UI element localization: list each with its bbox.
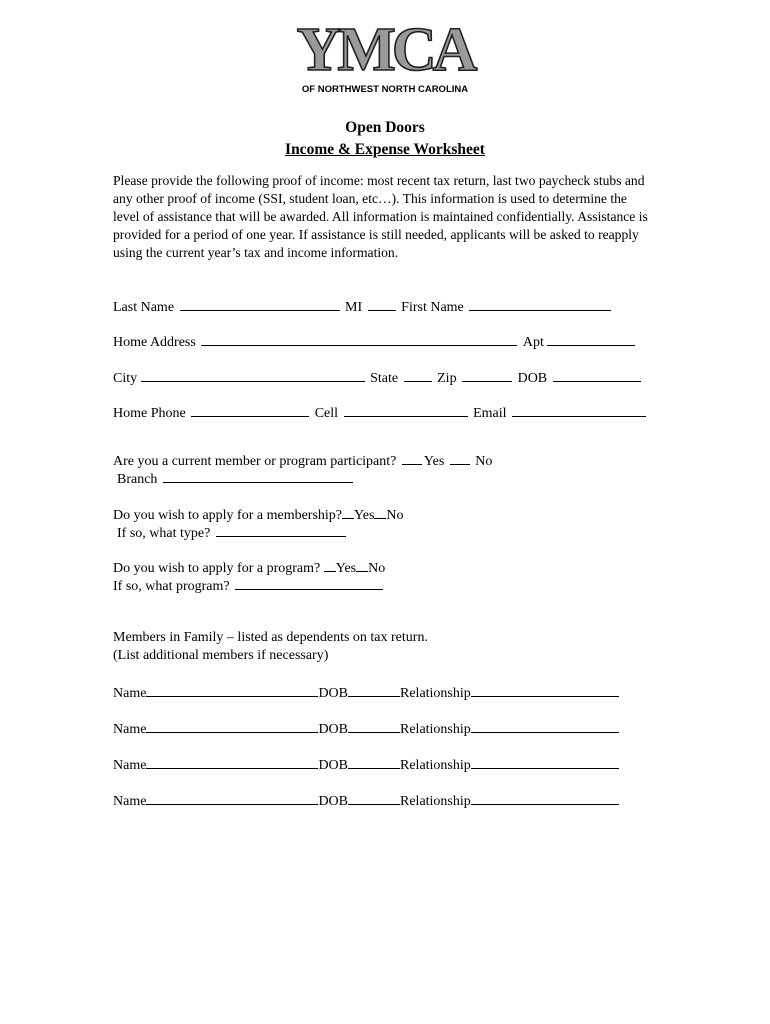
program-yes-label: Yes	[335, 561, 357, 576]
state-field[interactable]	[404, 368, 432, 382]
last-name-field[interactable]	[180, 297, 340, 311]
program-which-label: If so, what program?	[113, 579, 230, 594]
mi-label: MI	[345, 300, 363, 315]
form-subtitle	[0, 141, 770, 159]
email-field[interactable]	[512, 403, 646, 417]
family-row	[113, 719, 619, 739]
family-name-field[interactable]	[146, 755, 318, 769]
home-address-field[interactable]	[201, 332, 517, 346]
zip-field[interactable]	[462, 368, 512, 382]
state-label: State	[370, 371, 399, 386]
membership-question: Do you wish to apply for a membership?	[113, 508, 343, 523]
member-no-label: No	[475, 454, 493, 469]
membership-yes-label: Yes	[354, 508, 375, 523]
address-row	[113, 332, 637, 352]
membership-type-label: If so, what type?	[117, 526, 211, 541]
program-question-row	[113, 558, 385, 578]
member-no-field[interactable]	[450, 451, 470, 465]
family-heading: Members in Family – listed as dependents on tax return.	[113, 630, 428, 645]
family-name-label: Name	[113, 722, 147, 737]
family-relationship-field[interactable]	[471, 683, 619, 697]
family-dob-field[interactable]	[348, 755, 400, 769]
family-relationship-label: Relationship	[400, 758, 471, 773]
membership-no-field[interactable]	[374, 505, 386, 519]
family-row	[113, 791, 619, 811]
family-relationship-field[interactable]	[471, 755, 619, 769]
program-no-label: No	[368, 561, 386, 576]
family-name-label: Name	[113, 794, 147, 809]
name-row	[113, 297, 613, 317]
member-question: Are you a current member or program participant?	[113, 454, 397, 469]
branch-row	[117, 469, 355, 489]
dob-label: DOB	[517, 371, 548, 386]
member-yes-label: Yes	[423, 454, 445, 469]
zip-label: Zip	[437, 371, 457, 386]
logo-subtitle: OF NORTHWEST NORTH CAROLINA	[301, 84, 469, 95]
last-name-label: Last Name	[113, 300, 175, 315]
family-dob-label: DOB	[318, 758, 348, 773]
apt-label: Apt	[522, 335, 544, 350]
home-phone-label: Home Phone	[113, 406, 186, 421]
family-relationship-label: Relationship	[400, 686, 471, 701]
form-title: Open Doors	[345, 119, 425, 136]
city-label: City	[113, 371, 138, 386]
member-question-row	[113, 451, 492, 471]
membership-no-label: No	[386, 508, 404, 523]
form-subtitle-text: Income & Expense Worksheet	[285, 141, 485, 158]
mi-field[interactable]	[368, 297, 396, 311]
family-row	[113, 755, 619, 775]
phone-row	[113, 403, 648, 423]
intro-paragraph: Please provide the following proof of income: most recent tax return, last two paycheck stubs and any other proof of income (SSI, student loan, etc…). This information is used to determine the level of assistance that will be awarded. All information is maintained confidentially. Assistance is provided for a period of one year. If assistance is still needed, applicants will be asked to reapply using the current year’s tax and income information.	[113, 173, 648, 260]
family-name-field[interactable]	[146, 683, 318, 697]
program-which-row	[113, 576, 385, 596]
program-question: Do you wish to apply for a program?	[113, 561, 321, 576]
cell-label: Cell	[314, 406, 339, 421]
cell-field[interactable]	[344, 403, 468, 417]
family-relationship-label: Relationship	[400, 722, 471, 737]
dob-field[interactable]	[553, 368, 641, 382]
member-yes-field[interactable]	[402, 451, 422, 465]
city-field[interactable]	[141, 368, 365, 382]
family-dob-field[interactable]	[348, 719, 400, 733]
membership-yes-field[interactable]	[342, 505, 354, 519]
city-row	[113, 368, 643, 388]
family-name-label: Name	[113, 686, 147, 701]
program-yes-field[interactable]	[324, 558, 336, 572]
membership-question-row	[113, 505, 404, 525]
membership-type-row	[117, 523, 348, 543]
home-address-label: Home Address	[113, 335, 196, 350]
logo-wordmark: YMCA	[296, 16, 474, 84]
family-name-field[interactable]	[146, 791, 318, 805]
family-dob-label: DOB	[318, 686, 348, 701]
branch-label: Branch	[117, 472, 158, 487]
family-relationship-label: Relationship	[400, 794, 471, 809]
program-which-field[interactable]	[235, 576, 383, 590]
branch-field[interactable]	[163, 469, 353, 483]
family-name-label: Name	[113, 758, 147, 773]
family-relationship-field[interactable]	[471, 791, 619, 805]
program-no-field[interactable]	[356, 558, 368, 572]
membership-type-field[interactable]	[216, 523, 346, 537]
family-row	[113, 683, 619, 703]
ymca-logo	[278, 14, 488, 96]
apt-field[interactable]	[547, 332, 635, 346]
family-relationship-field[interactable]	[471, 719, 619, 733]
home-phone-field[interactable]	[191, 403, 309, 417]
family-dob-label: DOB	[318, 794, 348, 809]
family-dob-field[interactable]	[348, 791, 400, 805]
family-dob-label: DOB	[318, 722, 348, 737]
email-label: Email	[473, 406, 507, 421]
first-name-field[interactable]	[469, 297, 611, 311]
first-name-label: First Name	[401, 300, 464, 315]
family-name-field[interactable]	[146, 719, 318, 733]
ymca-logo-graphic	[278, 14, 488, 96]
family-dob-field[interactable]	[348, 683, 400, 697]
family-note: (List additional members if necessary)	[113, 648, 329, 663]
